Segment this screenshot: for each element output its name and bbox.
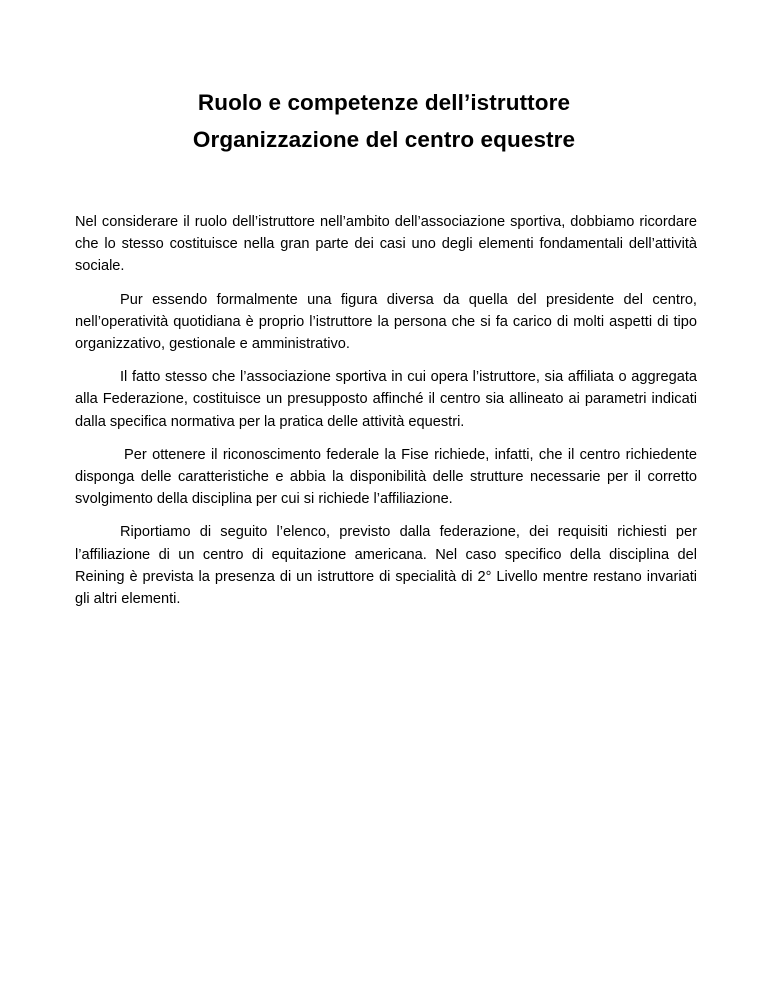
title-block — [0, 84, 768, 158]
page-title: Ruolo e competenze dell’istruttore — [197, 90, 571, 115]
paragraph-1: Nel considerare il ruolo dell’istruttore nell’ambito dell’associazione sportiva, dobbiamo ricordare che lo stesso costituisce nella gran parte dei casi uno degli elementi fondamentali dell’attività sociale. — [75, 214, 697, 275]
paragraph-5: Riportiamo di seguito l’elenco, previsto dalla federazione, dei requisiti richiesti per l’affiliazione di un centro di equitazione americana. Nel caso specifico della disciplina del Reining è prevista la presenza di un istruttore di specialità di 2° Livello mentre restano invariati gli altri elementi. — [75, 524, 697, 608]
paragraph-4: Per ottenere il riconoscimento federale la Fise richiede, infatti, che il centro richiedente disponga delle caratteristiche e abbia la disponibilità delle strutture necessarie per il corretto svolgimento della disciplina per cui si richiede l’affiliazione. — [75, 446, 697, 508]
paragraph-3: Il fatto stesso che l’associazione sportiva in cui opera l’istruttore, sia affiliata o aggregata alla Federazione, costituisce un presupposto affinché il centro sia allineato ai parametri indicati dalla specifica normativa per la pratica delle attività equestri. — [75, 369, 697, 430]
body-text — [75, 211, 697, 621]
page-subtitle: Organizzazione del centro equestre — [192, 127, 576, 152]
paragraph-2: Pur essendo formalmente una figura diversa da quella del presidente del centro, nell’operatività quotidiana è proprio l’istruttore la persona che si fa carico di molti aspetti di tipo organizzativo, gestionale e amministrativo. — [75, 291, 697, 353]
